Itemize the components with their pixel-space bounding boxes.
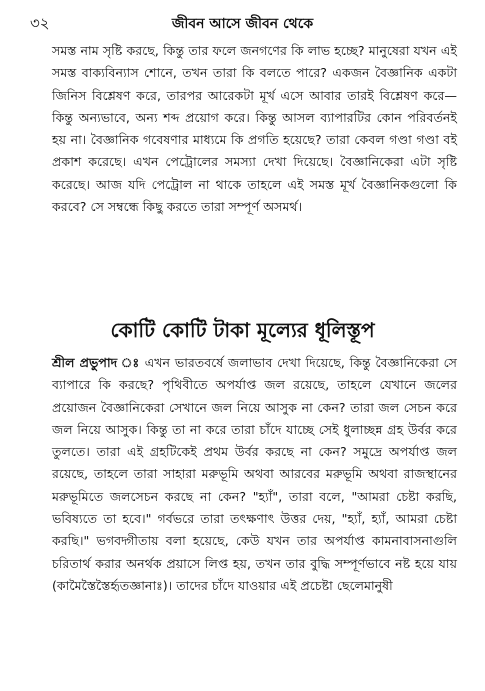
body-paragraph: সমস্ত নাম সৃষ্টি করছে, কিন্তু তার ফলে জনগণের কি লাভ হচ্ছে? মানুষেরা যখন এই সমস্ত বাক্যবিন্যাস শোনে, তখন তারা কি বলতে পারে? একজন বৈজ্ঞানিক একটা জিনিস বিশ্লেষণ করে, তারপর আরেকটা মূর্খ এসে আবার তারই বিশ্লেষণ করে—কিন্তু অন্যভাবে, অন্য শব্দ প্রয়োগ করে। কিন্তু আসল ব্যাপারটির কোন পরিবর্তনই হয় না। বৈজ্ঞানিক গবেষণার মাধ্যমে কি প্রগতি হয়েছে? তারা কেবল গণ্ডা গণ্ডা বই প্রকাশ করেছে। এখন পেট্রোলের সমস্যা দেখা দিয়েছে। বৈজ্ঞানিকেরা এটা সৃষ্টি করেছে। আজ যদি পেট্রোল না থাকে তাহলে এই সমস্ত মূর্খ বৈজ্ঞানিকগুলো কি করবে? সে সম্বন্ধে কিছু করতে তারা সম্পূর্ণ অসমর্থ। <box>52 43 457 215</box>
speaker-label: শ্রীল প্রভুপাদ ঃ <box>52 355 140 370</box>
page-number: ৩২ <box>30 14 50 32</box>
running-title: জীবন আসে জীবন থেকে <box>171 16 314 32</box>
page-header <box>30 12 455 34</box>
section-heading: কোটি কোটি টাকা মূল্যের ধূলিস্তূপ <box>110 318 375 342</box>
body-paragraph <box>52 352 457 597</box>
paragraph-text: এখন ভারতবর্ষে জলাভাব দেখা দিয়েছে, কিন্তু বৈজ্ঞানিকেরা সে ব্যাপারে কি করছে? পৃথিবীতে অপর্যাপ্ত জল রয়েছে, তাহলে যেখানে জলের প্রয়োজন বৈজ্ঞানিকেরা সেখানে জল নিয়ে আসুক না কেন? তারা জল সেচন করে জল নিয়ে আসুক। কিন্তু তা না করে তারা চাঁদে যাচ্ছে সেই ধুলাচ্ছন্ন গ্রহ উর্বর করে তুলতে। তারা এই গ্রহটিকেই প্রথম উর্বর করছে না কেন? সমুদ্রে অপর্যাপ্ত জল রয়েছে, তাহলে তারা সাহারা মরুভূমি অথবা আরবের মরুভূমি অথবা রাজস্থানের মরুভূমিতে জলসেচন করছে না কেন? "হ্যাঁ", তারা বলে, "আমরা চেষ্টা করছি, ভবিষ্যতে তা হবে।" গর্বভরে তারা তৎক্ষণাৎ উত্তর দেয়, "হ্যাঁ, হ্যাঁ, আমরা চেষ্টা করছি।" ভগবদ্গীতায় বলা হয়েছে, কেউ যখন তার অপর্যাপ্ত কামনাবাসনাগুলি চরিতার্থ করার অনর্থক প্রয়াসে লিপ্ত হয়, তখন তার বুদ্ধি সম্পূর্ণভাবে নষ্ট হয়ে যায় (কামৈস্তৈস্তৈর্হৃতজ্ঞানাঃ)। তাদের চাঁদে যাওয়ার এই প্রচেষ্টা ছেলেমানুষী <box>52 355 457 593</box>
